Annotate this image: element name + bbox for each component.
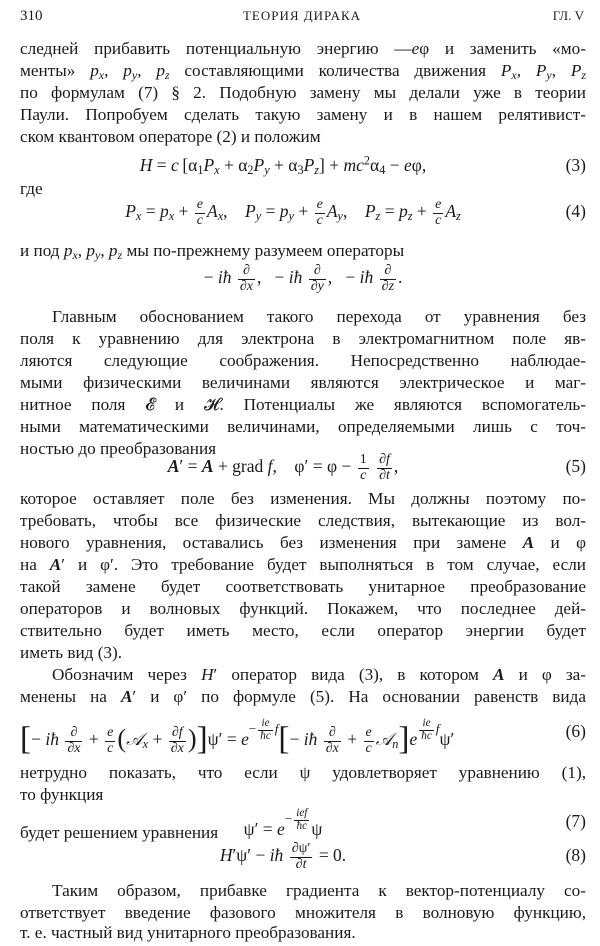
text-line: ствительно будет иметь место, если оператор энергии будет — [20, 621, 586, 640]
text-line: поля к уравнению для электрона в электромагнитном поле яв- — [20, 329, 586, 348]
equation-number: (3) — [565, 155, 586, 175]
equation-7-body: $\psi' = e^{- \frac{\text{ief}}{ħc}}$ ψ — [243, 807, 323, 840]
text-line: по формулам (7) § 2. Подобную замену мы делали уже в теории — [20, 83, 586, 102]
running-header — [20, 8, 584, 28]
operators-equation — [20, 264, 586, 298]
text-line: будет решением уравнения — [20, 823, 219, 842]
text-line: т. е. частный вид унитарного преобразования. — [20, 923, 356, 942]
text-line: такой замене будет соответствовать унитарное преобразование — [20, 577, 586, 596]
text-line: Паули. Попробуем сделать такую замену и в нашем релятивист- — [20, 105, 586, 124]
equation-4 — [20, 198, 586, 228]
text-line: следней прибавить потенциальную энергию —eφ и заменить «мо- — [20, 39, 586, 58]
equation-6-body: [− iħ $\frac{\partial}{\partial x}$ + $\frac{e}{c}$ (𝒜$_x$ + $\frac{\partial f}{\partial x}$ )]$\psi' = e^{- \frac{ie}{ħc} f}[-$ iħ $\frac{\partial}{\partial x}$ + $\frac{e}{c}$ 𝒜$_n$]e $^{\frac{ie}{ħc} f}$ψ′ — [20, 717, 455, 758]
equation-8-body: H′ψ′ − iħ $\frac{\partial\psi'}{\partial t}$ = 0. — [219, 841, 347, 872]
text-line: менены на A′ и φ′ по формуле (5). На основании равенств вида — [20, 687, 586, 706]
equation-5 — [20, 447, 586, 487]
text-line: и под $p_x$, $p_y$, $p_z$ мы по-прежнему разумеем операторы — [20, 241, 405, 262]
text-line: менты» $p_x$, $p_y$, $p_z$ составляющими количества движения $P_x$, $P_y$, $P_z$ — [20, 61, 586, 82]
page-number: 310 — [20, 8, 43, 24]
equation-4-body: $P_x = p_x$ + $\frac{e}{c}$ $A_x$, $P_y = p_y$ + $\frac{e}{c}$ $A_y$, $P_z = p_z$ + $\frac{e}{c}$ $A_z$ — [125, 197, 461, 228]
equation-number: (8) — [565, 845, 586, 865]
text-line: нитное поля 𝓔 и 𝓗. Потенциалы же являются вспомогатель- — [20, 395, 586, 414]
text-line: операторов и волновых функций. Покажем, что последнее дей- — [20, 599, 586, 618]
equation-number: (4) — [565, 201, 586, 221]
text-line: которое оставляет поле без изменения. Мы должны поэтому по- — [20, 489, 586, 508]
text-line: ском квантовом операторе (2) и положим — [20, 127, 321, 146]
text-line: на A′ и φ′. Это требование будет выполняться в том случае, если — [20, 555, 586, 574]
text-line: ностью до преобразования — [20, 439, 217, 458]
text-line: ляются следующие соображения. Непосредственно наблюдае- — [20, 351, 586, 370]
text-line: ными математическими величинами, определяемыми лишь с точ- — [20, 417, 586, 436]
equation-number: (5) — [565, 456, 586, 476]
text-line: где — [20, 179, 43, 198]
operators-body: − iħ $\frac{\partial}{\partial x}$ , − iħ $\frac{\partial}{\partial y}$ , − iħ $\frac{\partial}{\partial z}$ . — [203, 263, 403, 294]
equation-8 — [20, 840, 586, 874]
equation-6 — [20, 712, 586, 758]
text-line: то функция — [20, 785, 104, 804]
equation-3-body: H = c $[\alpha_1P_x + \alpha_2P_y + \alpha_3P_z] + mc^2\alpha_4 - e\varphi$, — [139, 153, 427, 178]
text-line: Таким образом, прибавке градиента к вектор-потенциалу со- — [52, 881, 586, 900]
equation-number: (6) — [565, 721, 586, 741]
text-line: Обозначим через H′ оператор вида (3), в котором A и φ за- — [52, 665, 586, 684]
text-line: нетрудно показать, что если ψ удовлетворяет уравнению (1), — [20, 763, 586, 782]
text-line: иметь вид (3). — [20, 643, 123, 662]
running-title: ТЕОРИЯ ДИРАКА — [242, 8, 362, 23]
text-line: ответствует введение фазового множителя в волновую функцию, — [20, 903, 586, 922]
text-line: нового уравнения, оставались без изменения при замене A и φ — [20, 533, 586, 552]
equation-number: (7) — [565, 811, 586, 831]
text-line: мыми физическими величинами являются электрическое и маг- — [20, 373, 586, 392]
equation-5-body: A′ = A + grad f, φ′ = φ − $\frac{1}{c}$ $\frac{\partial f}{\partial t}$ , — [167, 452, 399, 483]
text-line: Главным обоснованием такого перехода от уравнения без — [52, 307, 586, 326]
chapter-label: ГЛ. V — [552, 8, 584, 23]
text-line: требовать, чтобы все физические следствия, вытекающие из вол- — [20, 511, 586, 530]
